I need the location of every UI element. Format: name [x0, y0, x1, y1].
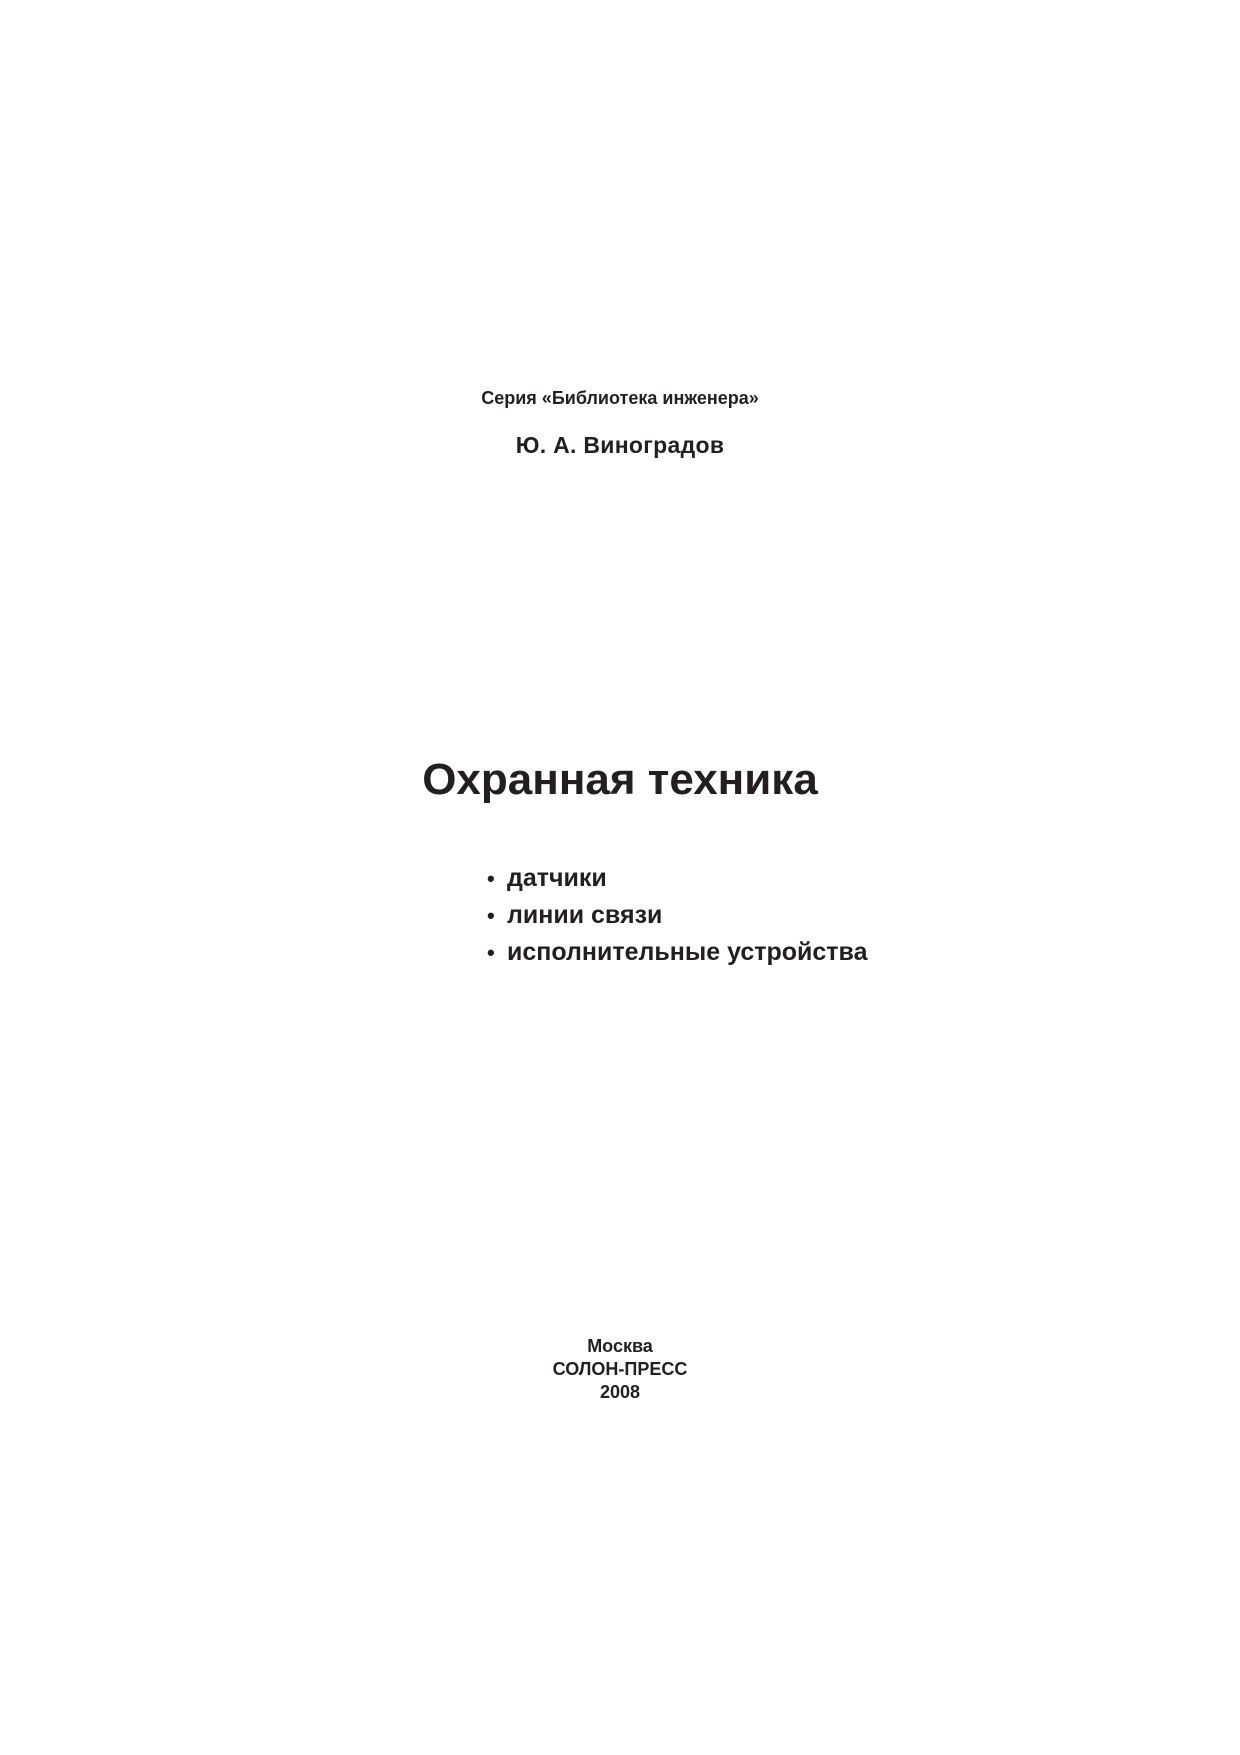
list-item: [487, 860, 868, 897]
imprint-year: 2008: [599, 1382, 641, 1402]
imprint: [0, 1335, 1240, 1404]
imprint-publisher: СОЛОН-ПРЕСС: [552, 1359, 688, 1379]
list-item: [487, 934, 868, 971]
book-title: Охранная техника: [422, 755, 818, 804]
bullet-icon: •: [487, 866, 495, 891]
topic-label: исполнительные устройства: [507, 938, 868, 966]
list-item: [487, 897, 868, 934]
topics-list: [487, 860, 868, 971]
bullet-icon: •: [487, 903, 495, 928]
author-name: Ю. А. Виноградов: [515, 432, 725, 458]
topic-label: датчики: [507, 864, 607, 892]
topic-label: линии связи: [507, 901, 663, 929]
series-line: Серия «Библиотека инженера»: [481, 388, 759, 408]
imprint-city: Москва: [587, 1336, 653, 1356]
bullet-icon: •: [487, 940, 495, 965]
